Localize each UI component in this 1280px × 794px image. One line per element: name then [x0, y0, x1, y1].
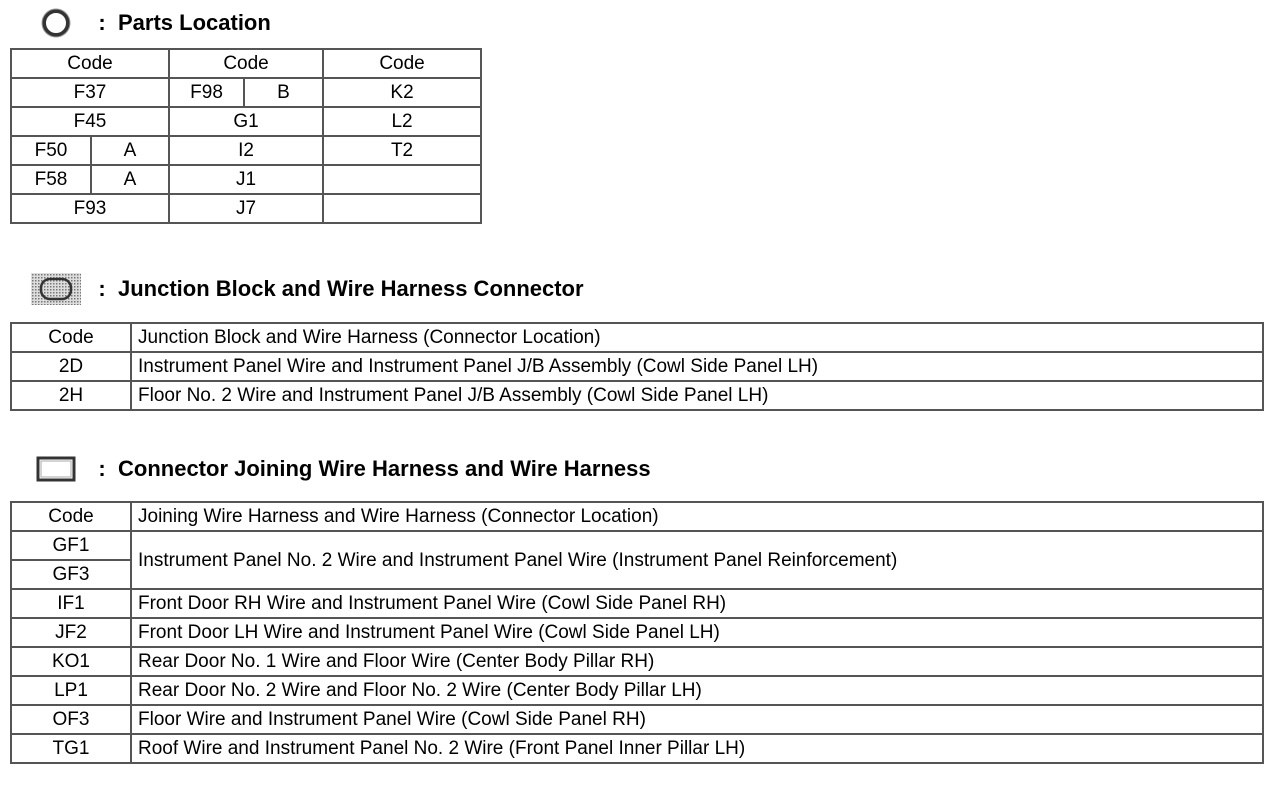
joining-connector-table: [10, 501, 1264, 764]
code-cell: F93: [11, 194, 169, 223]
code-cell: [323, 165, 481, 194]
code-cell: T2: [323, 136, 481, 165]
column-header: Code: [11, 49, 169, 78]
table-row: [11, 194, 481, 223]
table-row: [11, 647, 1263, 676]
code-cell: 2H: [11, 381, 131, 410]
code-cell: GF1: [11, 531, 131, 560]
section-title: Connector Joining Wire Harness and Wire Harness: [118, 456, 651, 481]
column-header: Code: [323, 49, 481, 78]
code-cell: TG1: [11, 734, 131, 763]
code-cell: JF2: [11, 618, 131, 647]
parts-location-table: [10, 48, 482, 224]
rectangle-outline-icon: [26, 451, 86, 487]
table-row: [11, 352, 1263, 381]
code-suffix-cell: B: [244, 78, 323, 107]
column-header: Code: [169, 49, 323, 78]
section-colon: :: [98, 276, 106, 301]
code-cell: J7: [169, 194, 323, 223]
junction-block-table: [10, 322, 1264, 411]
description-cell: Instrument Panel No. 2 Wire and Instrument Panel Wire (Instrument Panel Reinforcement): [131, 531, 1263, 589]
code-suffix-cell: A: [91, 136, 169, 165]
section-title: Parts Location: [118, 10, 271, 35]
description-cell: Rear Door No. 2 Wire and Floor No. 2 Wire (Center Body Pillar LH): [131, 676, 1263, 705]
code-cell: J1: [169, 165, 323, 194]
table-row: [11, 107, 481, 136]
table-header-row: [11, 502, 1263, 531]
code-cell: 2D: [11, 352, 131, 381]
column-header: Code: [11, 323, 131, 352]
code-cell: F58: [11, 165, 91, 194]
column-header: Code: [11, 502, 131, 531]
description-cell: Floor Wire and Instrument Panel Wire (Cowl Side Panel RH): [131, 705, 1263, 734]
table-header-row: [11, 49, 481, 78]
table-row: [11, 381, 1263, 410]
section-title: Junction Block and Wire Harness Connector: [118, 276, 584, 301]
table-row: [11, 78, 481, 107]
description-cell: Front Door RH Wire and Instrument Panel Wire (Cowl Side Panel RH): [131, 589, 1263, 618]
code-cell: F50: [11, 136, 91, 165]
code-cell: G1: [169, 107, 323, 136]
column-header: Joining Wire Harness and Wire Harness (Connector Location): [131, 502, 1263, 531]
code-cell: GF3: [11, 560, 131, 589]
section-colon: :: [98, 456, 106, 481]
table-row: [11, 531, 1263, 560]
shaded-rounded-rect-icon: [26, 271, 86, 307]
description-cell: Roof Wire and Instrument Panel No. 2 Wire (Front Panel Inner Pillar LH): [131, 734, 1263, 763]
code-cell: L2: [323, 107, 481, 136]
table-row: [11, 136, 481, 165]
table-row: [11, 165, 481, 194]
table-row: [11, 676, 1263, 705]
table-row: [11, 734, 1263, 763]
description-cell: Rear Door No. 1 Wire and Floor Wire (Center Body Pillar RH): [131, 647, 1263, 676]
parts-location-header: [26, 5, 271, 41]
junction-block-header: [26, 271, 584, 307]
code-cell: F37: [11, 78, 169, 107]
circle-outline-icon: [26, 5, 86, 41]
description-cell: Floor No. 2 Wire and Instrument Panel J/B Assembly (Cowl Side Panel LH): [131, 381, 1263, 410]
column-header: Junction Block and Wire Harness (Connector Location): [131, 323, 1263, 352]
section-colon: :: [98, 10, 106, 35]
code-cell: LP1: [11, 676, 131, 705]
table-row: [11, 589, 1263, 618]
code-suffix-cell: A: [91, 165, 169, 194]
description-cell: Front Door LH Wire and Instrument Panel Wire (Cowl Side Panel LH): [131, 618, 1263, 647]
joining-connector-header: [26, 451, 651, 487]
code-cell: KO1: [11, 647, 131, 676]
code-cell: I2: [169, 136, 323, 165]
table-header-row: [11, 323, 1263, 352]
code-cell: F98: [169, 78, 244, 107]
code-cell: F45: [11, 107, 169, 136]
code-cell: [323, 194, 481, 223]
code-cell: IF1: [11, 589, 131, 618]
table-row: [11, 705, 1263, 734]
code-cell: K2: [323, 78, 481, 107]
code-cell: OF3: [11, 705, 131, 734]
table-row: [11, 618, 1263, 647]
description-cell: Instrument Panel Wire and Instrument Panel J/B Assembly (Cowl Side Panel LH): [131, 352, 1263, 381]
